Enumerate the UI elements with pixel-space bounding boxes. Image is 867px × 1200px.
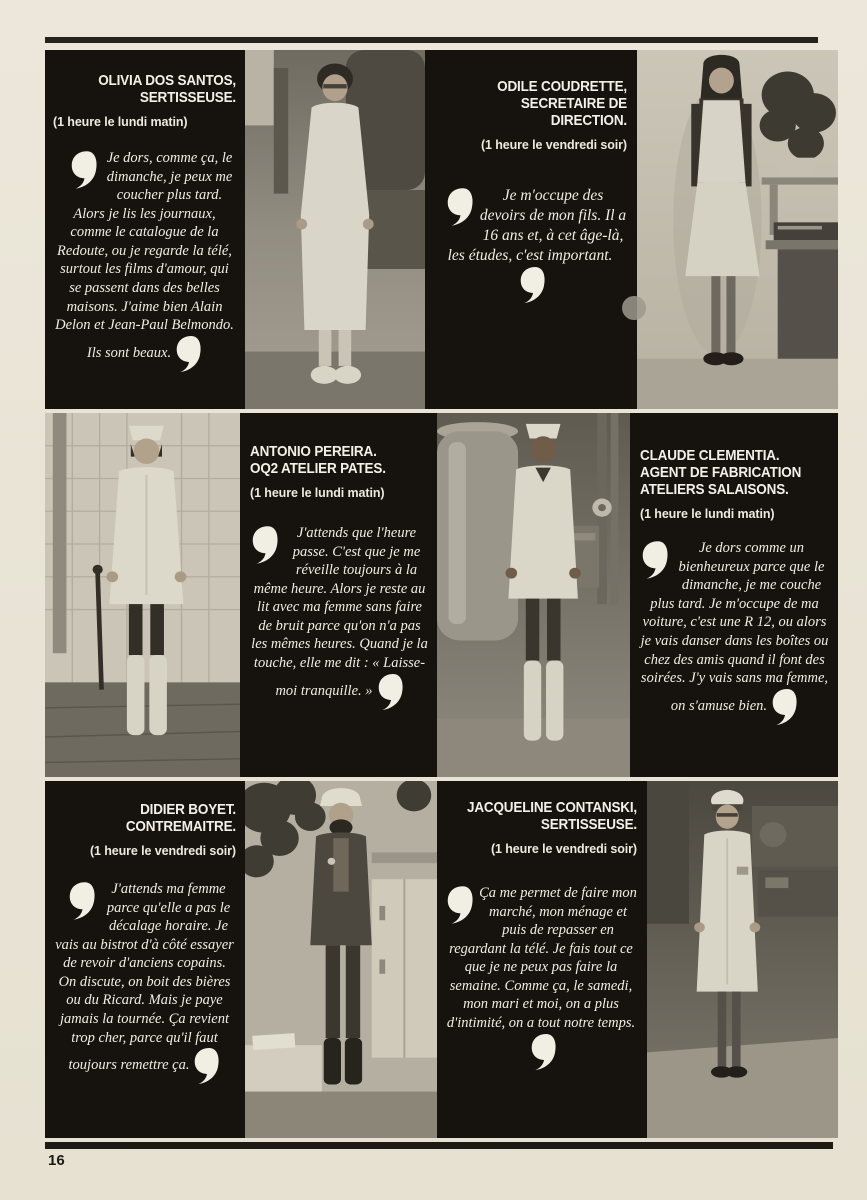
quote-text: J'attends ma femme parce qu'elle a pas le décalage horaire. Je vais au bistrot d'à côté essayer de revoir d'anciens copains. On discute, on boit des bières ou du Ricard. Mais je paye jamais la tournée. Ça revient trop cher, parce qu'il faut toujours remettre ça. (55, 881, 234, 1074)
open-quote-icon (71, 150, 98, 190)
profile-didier-heading: DIDIER BOYET. CONTREMAITRE. (125, 801, 236, 836)
profile-jacqueline-heading: JACQUELINE CONTANSKI, SERTISSEUSE. (467, 799, 637, 834)
open-quote-icon (447, 885, 474, 925)
photo-jacqueline-contanski (647, 781, 838, 1138)
profile-didier-text-panel (45, 781, 245, 1138)
profile-antonio-quote (250, 524, 429, 710)
profile-jacqueline-quote (445, 884, 637, 1070)
photo-didier-boyet (245, 781, 437, 1138)
profile-antonio-text-panel (240, 413, 437, 777)
photo-odile-coudrette (637, 50, 838, 409)
open-quote-icon (252, 525, 279, 565)
close-quote-icon (520, 266, 546, 304)
top-rule (45, 37, 818, 43)
close-quote-icon (176, 335, 202, 373)
profile-odile-timestamp: (1 heure le vendredi soir) (480, 138, 627, 153)
open-quote-icon (642, 540, 669, 580)
profile-odile-heading: ODILE COUDRETTE, SECRETAIRE DE DIRECTION. (497, 78, 627, 130)
quote-text: Je dors, comme ça, le dimanche, je peux me coucher plus tard. Alors je lis les journaux, comme le catalogue de la Redoute, ou je regarde la télé, surtout les films d'amour, qui se passent dans des belles maisons. J'aime bien Alain Delon et Jean-Paul Belmondo. Ils sont beaux. (55, 150, 234, 361)
open-quote-icon (447, 187, 474, 227)
quote-text: J'attends que l'heure passe. C'est que je me réveille toujours à la même heure. Alors je reste au lit avec ma femme sans faire de bruit parce qu'on n'a pas les mêmes heures. Quand je la touche, elle me dit : « Laisse-moi tranquille. » (251, 525, 428, 699)
bottom-rule (45, 1142, 833, 1149)
close-quote-icon (531, 1033, 557, 1071)
close-quote-icon (772, 688, 798, 726)
profile-antonio-timestamp: (1 heure le lundi matin) (250, 486, 385, 501)
photo-olivia-dos-santos (245, 50, 425, 409)
profile-claude-timestamp: (1 heure le lundi matin) (640, 507, 775, 522)
profile-antonio-heading: ANTONIO PEREIRA. OQ2 ATELIER PATES. (250, 443, 386, 478)
profile-olivia-quote (53, 149, 236, 372)
profile-jacqueline-timestamp: (1 heure le vendredi soir) (490, 842, 637, 857)
photo-claude-clementia (437, 413, 630, 777)
quote-text: Je m'occupe des devoirs de mon fils. Il a 16 ans et, à cet âge-là, les études, c'est important. (447, 187, 627, 264)
profile-didier-timestamp: (1 heure le vendredi soir) (89, 844, 236, 859)
profile-claude-quote (640, 539, 829, 725)
profile-claude-heading: CLAUDE CLEMENTIA. AGENT DE FABRICATION ATELIERS SALAISONS. (640, 447, 802, 499)
photo-antonio-pereira (45, 413, 240, 777)
profile-odile-quote (433, 186, 627, 303)
profile-jacqueline-text-panel (437, 781, 647, 1138)
page-number: 16 (48, 1152, 65, 1169)
print-artifact-dot (622, 296, 646, 320)
profile-olivia-timestamp: (1 heure le lundi matin) (53, 115, 188, 130)
profile-odile-text-panel (425, 50, 637, 409)
close-quote-icon (378, 673, 404, 711)
close-quote-icon (194, 1047, 220, 1085)
profile-olivia-text-panel (45, 50, 245, 409)
open-quote-icon (69, 881, 96, 921)
profile-claude-text-panel (630, 413, 838, 777)
quote-text: Ça me permet de faire mon marché, mon ménage et puis de repasser en regardant la télé. Je fais tout ce que je ne peux pas faire la semaine. Comme ça, le samedi, mon mari et moi, on a plus d'intimité, on a tout notre temps. (446, 885, 637, 1032)
profile-didier-quote (53, 880, 236, 1085)
profile-olivia-heading: OLIVIA DOS SANTOS, SERTISSEUSE. (98, 72, 236, 107)
quote-text: Je dors comme un bienheureux parce que le dimanche, je me couche plus tard. Je m'occupe de ma voiture, c'est une R 12, ou alors je vais danser dans les boîtes ou chez des amis quand il font des soirées. J'y vais sans ma femme, on s'amuse bien. (640, 540, 829, 714)
